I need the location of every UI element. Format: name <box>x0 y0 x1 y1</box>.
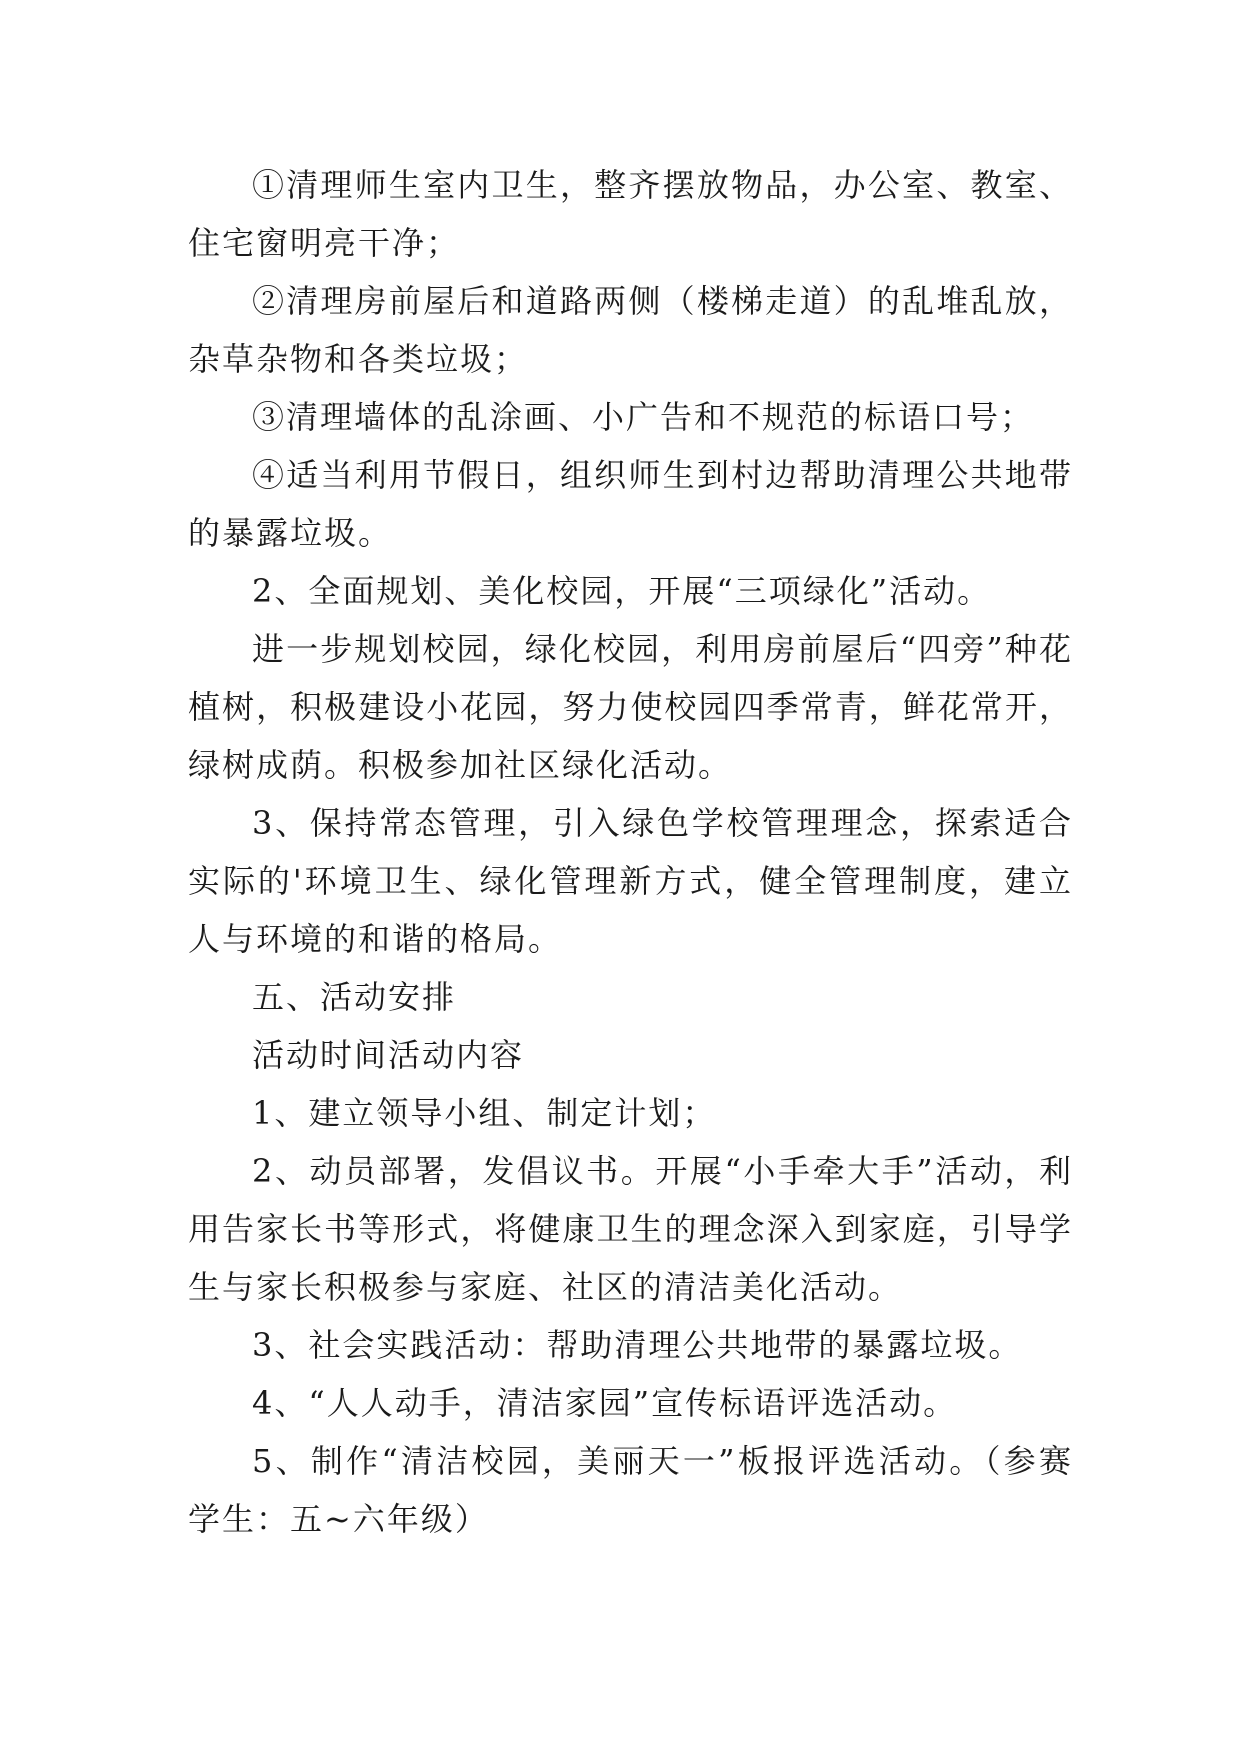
section-heading-activity-schedule: 五、活动安排 <box>252 978 457 1016</box>
paragraph-greening-details: 进一步规划校园，绿化校园，利用房前屋后“四旁”种花植树，积极建设小花园，努力使校园四季常青，鲜花常开，绿树成荫。积极参加社区绿化活动。 <box>188 630 1073 784</box>
schedule-item-1: 1、建立领导小组、制定计划； <box>252 1094 717 1132</box>
schedule-item-3: 3、社会实践活动：帮助清理公共地带的暴露垃圾。 <box>252 1326 1023 1364</box>
schedule-item-5: 5、制作“清洁校园，美丽天一”板报评选活动。（参赛学生：五~六年级） <box>188 1442 1073 1538</box>
list-item-clean-walls: ③清理墙体的乱涂画、小广告和不规范的标语口号； <box>252 398 1035 436</box>
list-item-clean-indoor: ①清理师生室内卫生，整齐摆放物品，办公室、教室、住宅窗明亮干净； <box>188 166 1073 262</box>
section-heading-management: 3、保持常态管理，引入绿色学校管理理念，探索适合实际的'环境卫生、绿化管理新方式，健全管理制度，建立人与环境的和谐的格局。 <box>188 804 1073 958</box>
schedule-item-4: 4、“人人动手，清洁家园”宣传标语评选活动。 <box>252 1384 958 1422</box>
schedule-item-2: 2、动员部署，发倡议书。开展“小手牵大手”活动，利用告家长书等形式，将健康卫生的理念深入到家庭，引导学生与家长积极参与家庭、社区的清洁美化活动。 <box>188 1152 1073 1306</box>
list-item-clean-surroundings: ②清理房前屋后和道路两侧（楼梯走道）的乱堆乱放，杂草杂物和各类垃圾； <box>188 282 1073 378</box>
document-body <box>188 156 1073 1548</box>
list-item-public-cleanup: ④适当利用节假日，组织师生到村边帮助清理公共地带的暴露垃圾。 <box>188 456 1073 552</box>
schedule-header: 活动时间活动内容 <box>252 1036 525 1074</box>
section-heading-greening: 2、全面规划、美化校园，开展“三项绿化”活动。 <box>252 572 992 610</box>
